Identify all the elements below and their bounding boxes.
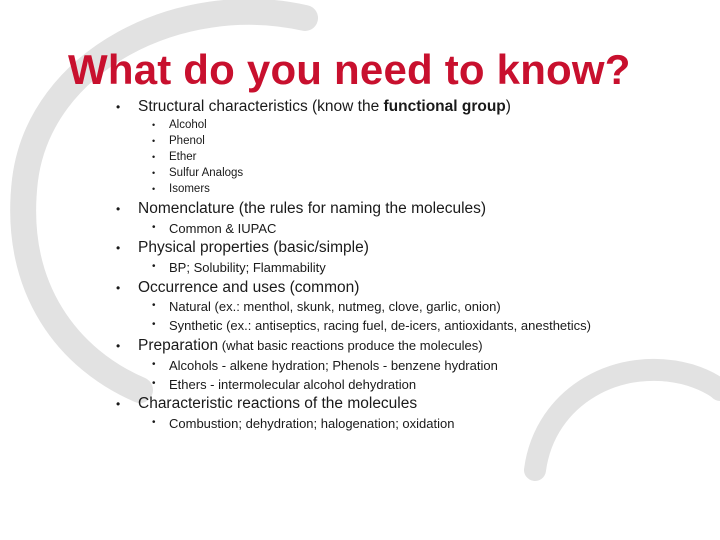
section-physical-properties bbox=[116, 239, 369, 257]
list-item-text: Sulfur Analogs bbox=[169, 167, 244, 179]
section-text: Nomenclature (the rules for naming the molecules) bbox=[138, 200, 487, 217]
section-text: Preparation bbox=[138, 337, 219, 354]
section-text: Occurrence and uses (common) bbox=[138, 279, 360, 296]
list-item bbox=[152, 119, 207, 131]
section-text: Structural characteristics (know the bbox=[138, 98, 384, 115]
section-structural bbox=[116, 98, 511, 116]
list-item bbox=[152, 299, 501, 314]
section-text-small: (what basic reactions produce the molecules) bbox=[218, 338, 483, 353]
bullet: • bbox=[116, 202, 121, 216]
bullet: • bbox=[152, 417, 156, 428]
list-item bbox=[152, 183, 210, 195]
bullet: • bbox=[152, 222, 156, 233]
section-nomenclature bbox=[116, 200, 487, 218]
list-item-text: Ethers - intermolecular alcohol dehydration bbox=[169, 377, 417, 392]
list-item bbox=[152, 318, 591, 333]
bullet: • bbox=[116, 397, 121, 411]
list-item bbox=[152, 221, 277, 236]
list-item bbox=[152, 260, 326, 275]
bullet: • bbox=[152, 319, 156, 330]
bullet: • bbox=[116, 339, 121, 353]
list-item bbox=[152, 416, 455, 431]
bullet: • bbox=[152, 168, 156, 178]
list-item bbox=[152, 358, 498, 373]
bullet: • bbox=[152, 184, 156, 194]
bullet: • bbox=[116, 100, 121, 114]
bullet: • bbox=[152, 152, 156, 162]
bullet: • bbox=[152, 359, 156, 370]
bullet: • bbox=[116, 241, 121, 255]
list-item-text: Synthetic (ex.: antiseptics, racing fuel, de-icers, antioxidants, anesthetics) bbox=[169, 318, 591, 333]
list-item-text: Alcohols - alkene hydration; Phenols - benzene hydration bbox=[169, 358, 498, 373]
list-item-text: Phenol bbox=[169, 135, 205, 147]
list-item-text: Ether bbox=[169, 151, 197, 163]
list-item-text: Common & IUPAC bbox=[169, 221, 277, 236]
list-item-text: Combustion; dehydration; halogenation; oxidation bbox=[169, 416, 455, 431]
section-text: ) bbox=[505, 98, 511, 115]
section-text-bold: functional group bbox=[383, 98, 506, 115]
list-item bbox=[152, 151, 197, 163]
list-item-text: BP; Solubility; Flammability bbox=[169, 260, 326, 275]
list-item-text: Alcohol bbox=[169, 119, 207, 131]
bullet: • bbox=[152, 261, 156, 272]
section-preparation bbox=[116, 337, 483, 355]
slide-title: What do you need to know? bbox=[68, 46, 631, 93]
list-item bbox=[152, 135, 205, 147]
section-occurrence bbox=[116, 279, 360, 297]
bullet: • bbox=[152, 300, 156, 311]
list-item-text: Isomers bbox=[169, 183, 210, 195]
section-text: Characteristic reactions of the molecules bbox=[138, 395, 418, 412]
section-text: Physical properties (basic/simple) bbox=[138, 239, 369, 256]
section-reactions bbox=[116, 395, 418, 413]
list-item bbox=[152, 167, 244, 179]
bullet: • bbox=[152, 378, 156, 389]
list-item-text: Natural (ex.: menthol, skunk, nutmeg, clove, garlic, onion) bbox=[169, 299, 501, 314]
bullet: • bbox=[116, 281, 121, 295]
bullet: • bbox=[152, 136, 156, 146]
list-item bbox=[152, 377, 417, 392]
bullet: • bbox=[152, 120, 156, 130]
